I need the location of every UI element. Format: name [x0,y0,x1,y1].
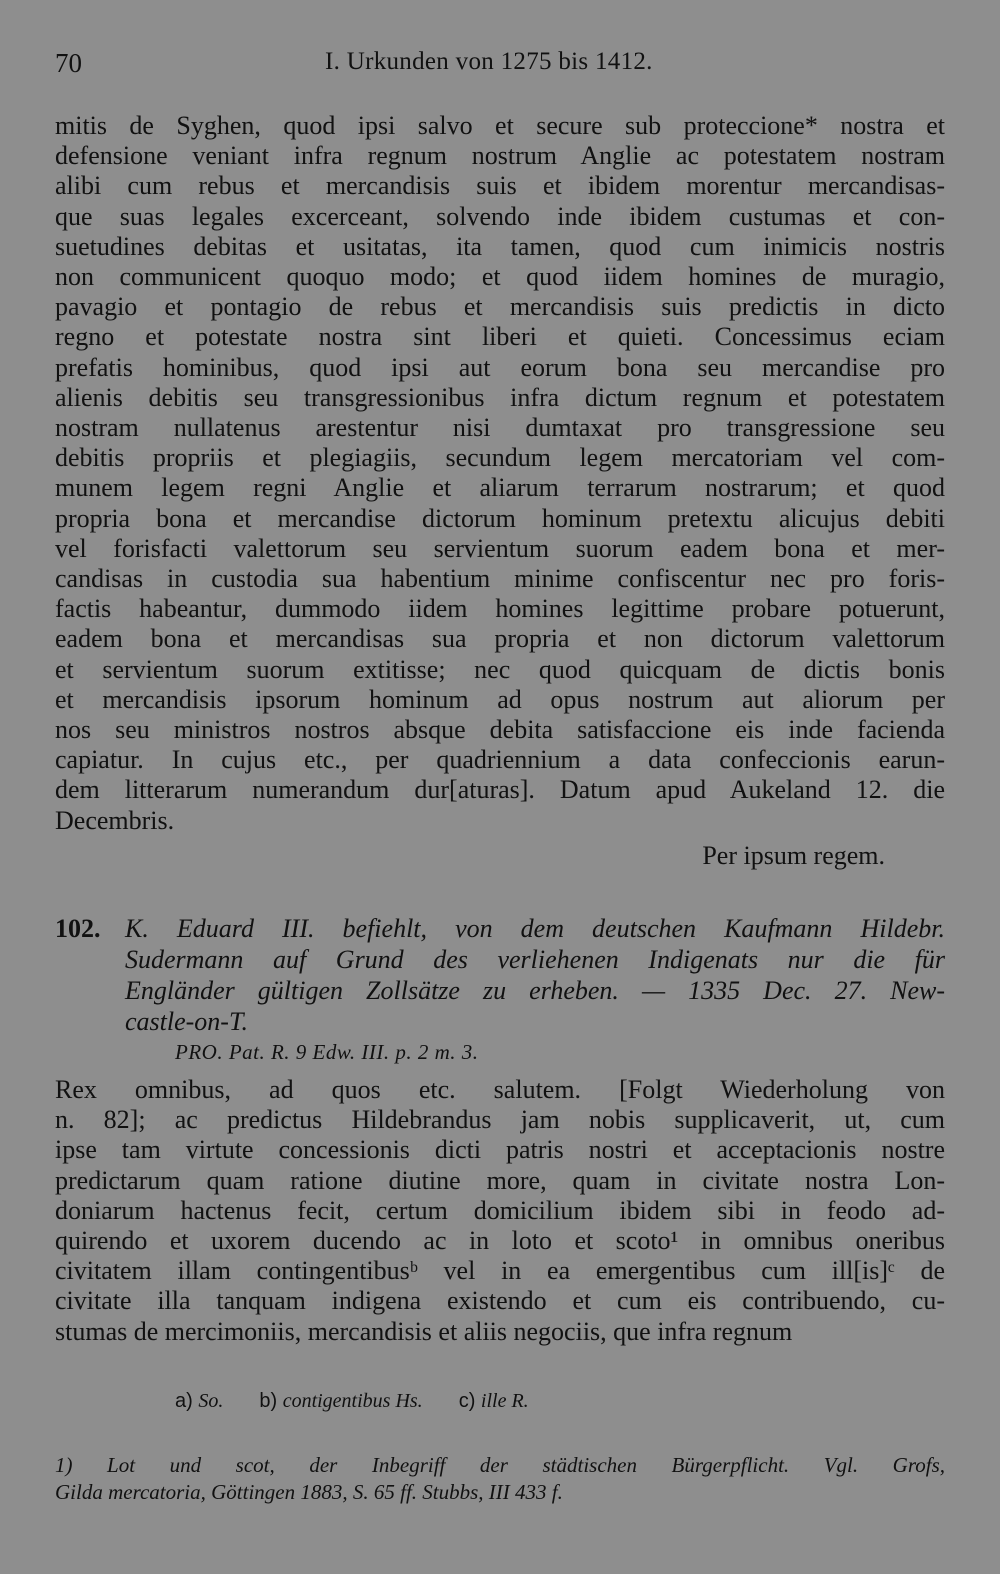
source-reference: PRO. Pat. R. 9 Edw. III. p. 2 m. 3. [175,1040,479,1064]
text-line: alibi cum rebus et mercandisis suis et ibidem morentur mercandisas- [55,171,945,201]
footnote-line: 1) Lot und scot, der Inbegriff der städtischen Bürgerpflicht. Vgl. Grofs, [55,1453,945,1477]
text-line: nostram nullatenus arestentur nisi dumtaxat pro transgressione seu [55,413,945,443]
footnote [55,1452,945,1506]
text-line: munem legem regni Anglie et aliarum terrarum nostrarum; et quod [55,473,945,503]
textual-notes [175,1390,565,1413]
textual-note [259,1390,422,1412]
text-line: predictarum quam ratione diutine more, quam in civitate nostra Lon- [55,1165,945,1195]
text-line: prefatis hominibus, quod ipsi aut eorum bona seu mercandise pro [55,352,945,382]
text-line: debitis propriis et plegiagiis, secundum legem mercatoriam vel com- [55,443,945,473]
text-line: defensione veniant infra regnum nostrum Anglie ac potestatem nostram [55,141,945,171]
text-line: et servientum suorum extitisse; nec quod quicquam de dictis bonis [55,654,945,684]
textual-note-label: b) [259,1390,283,1412]
document-heading-text [55,913,945,1037]
heading-line: castle-on-T. [125,1007,248,1036]
textual-note-text: ille R. [480,1390,529,1412]
text-line: Decembris. [55,805,175,835]
text-line: Rex omnibus, ad quos etc. salutem. [Folgt Wiederholung von [55,1075,945,1104]
page-header [55,44,945,84]
running-head: I. Urkunden von 1275 bis 1412. [325,48,653,75]
text-line: quirendo et uxorem ducendo ac in loto et scoto¹ in omnibus oneribus [55,1226,945,1256]
text-line: regno et potestate nostra sint liberi et quieti. Concessimus eciam [55,322,945,352]
page-number: 70 [55,48,82,78]
text-line: factis habeantur, dummodo iidem homines legittime probare potuerunt, [55,594,945,624]
text-line: dem litterarum numerandum dur[aturas]. Datum apud Aukeland 12. die [55,775,945,805]
text-line: ipse tam virtute concessionis dicti patris nostri et acceptacionis nostre [55,1135,945,1165]
text-line: eadem bona et mercandisas sua propria et non dictorum valettorum [55,624,945,654]
heading-line: Engländer gültigen Zollsätze zu erheben. — 1335 Dec. 27. New- [125,976,945,1005]
text-line: candisas in custodia sua habentium minime confiscentur nec pro foris- [55,564,945,594]
document-heading [55,913,945,1037]
text-line: suetudines debitas et usitatas, ita tamen, quod cum inimicis nostris [55,231,945,261]
document-body-paragraph [55,1075,945,1347]
text-line: civitatem illam contingentibusᵇ vel in ea emergentibus cum ill[is]ᶜ de [55,1256,945,1286]
textual-note-text: So. [198,1390,224,1412]
text-line: capiatur. In cujus etc., per quadriennium a data confeccionis earun- [55,745,945,775]
text-line: mitis de Syghen, quod ipsi salvo et secure sub proteccione* nostra et [55,111,945,140]
text-line: alienis debitis seu transgressionibus infra dictum regnum et potestatem [55,382,945,412]
textual-note-label: c) [458,1390,481,1412]
text-line: propria bona et mercandise dictorum hominum pretextu alicujus debiti [55,503,945,533]
textual-note-text: contigentibus Hs. [282,1390,423,1412]
footnote-line: Gilda mercatoria, Göttingen 1883, S. 65 ff. Stubbs, III 433 f. [55,1480,563,1504]
text-line: civitate illa tanquam indigena existendo et cum eis contribuendo, cu- [55,1286,945,1316]
text-line: stumas de mercimoniis, mercandisis et aliis negociis, que infra regnum [55,1316,793,1346]
text-line: doniarum hactenus fecit, certum domicilium ibidem sibi in feodo ad- [55,1195,945,1225]
heading-line: Sudermann auf Grund des verliehenen Indigenats nur die für [125,945,945,974]
continuation-paragraph [55,111,945,836]
text-line: vel forisfacti valettorum seu servientum suorum eadem bona et mer- [55,533,945,563]
text-line: et mercandisis ipsorum hominum ad opus nostrum aut aliorum per [55,684,945,714]
signature-line: Per ipsum regem. [702,841,885,870]
heading-line: K. Eduard III. befiehlt, von dem deutschen Kaufmann Hildebr. [125,914,945,943]
text-line: non communicent quoquo modo; et quod iidem homines de muragio, [55,262,945,292]
textual-note-label: a) [175,1390,199,1412]
document-number: 102. [55,914,101,943]
text-line: pavagio et pontagio de rebus et mercandisis suis predictis in dicto [55,292,945,322]
text-line: n. 82]; ac predictus Hildebrandus jam nobis supplicaverit, ut, cum [55,1105,945,1135]
textual-note [459,1390,529,1412]
text-line: que suas legales excerceant, solvendo inde ibidem custumas et con- [55,201,945,231]
text-line: nos seu ministros nostros absque debita satisfaccione eis inde facienda [55,715,945,745]
textual-note [175,1390,223,1412]
